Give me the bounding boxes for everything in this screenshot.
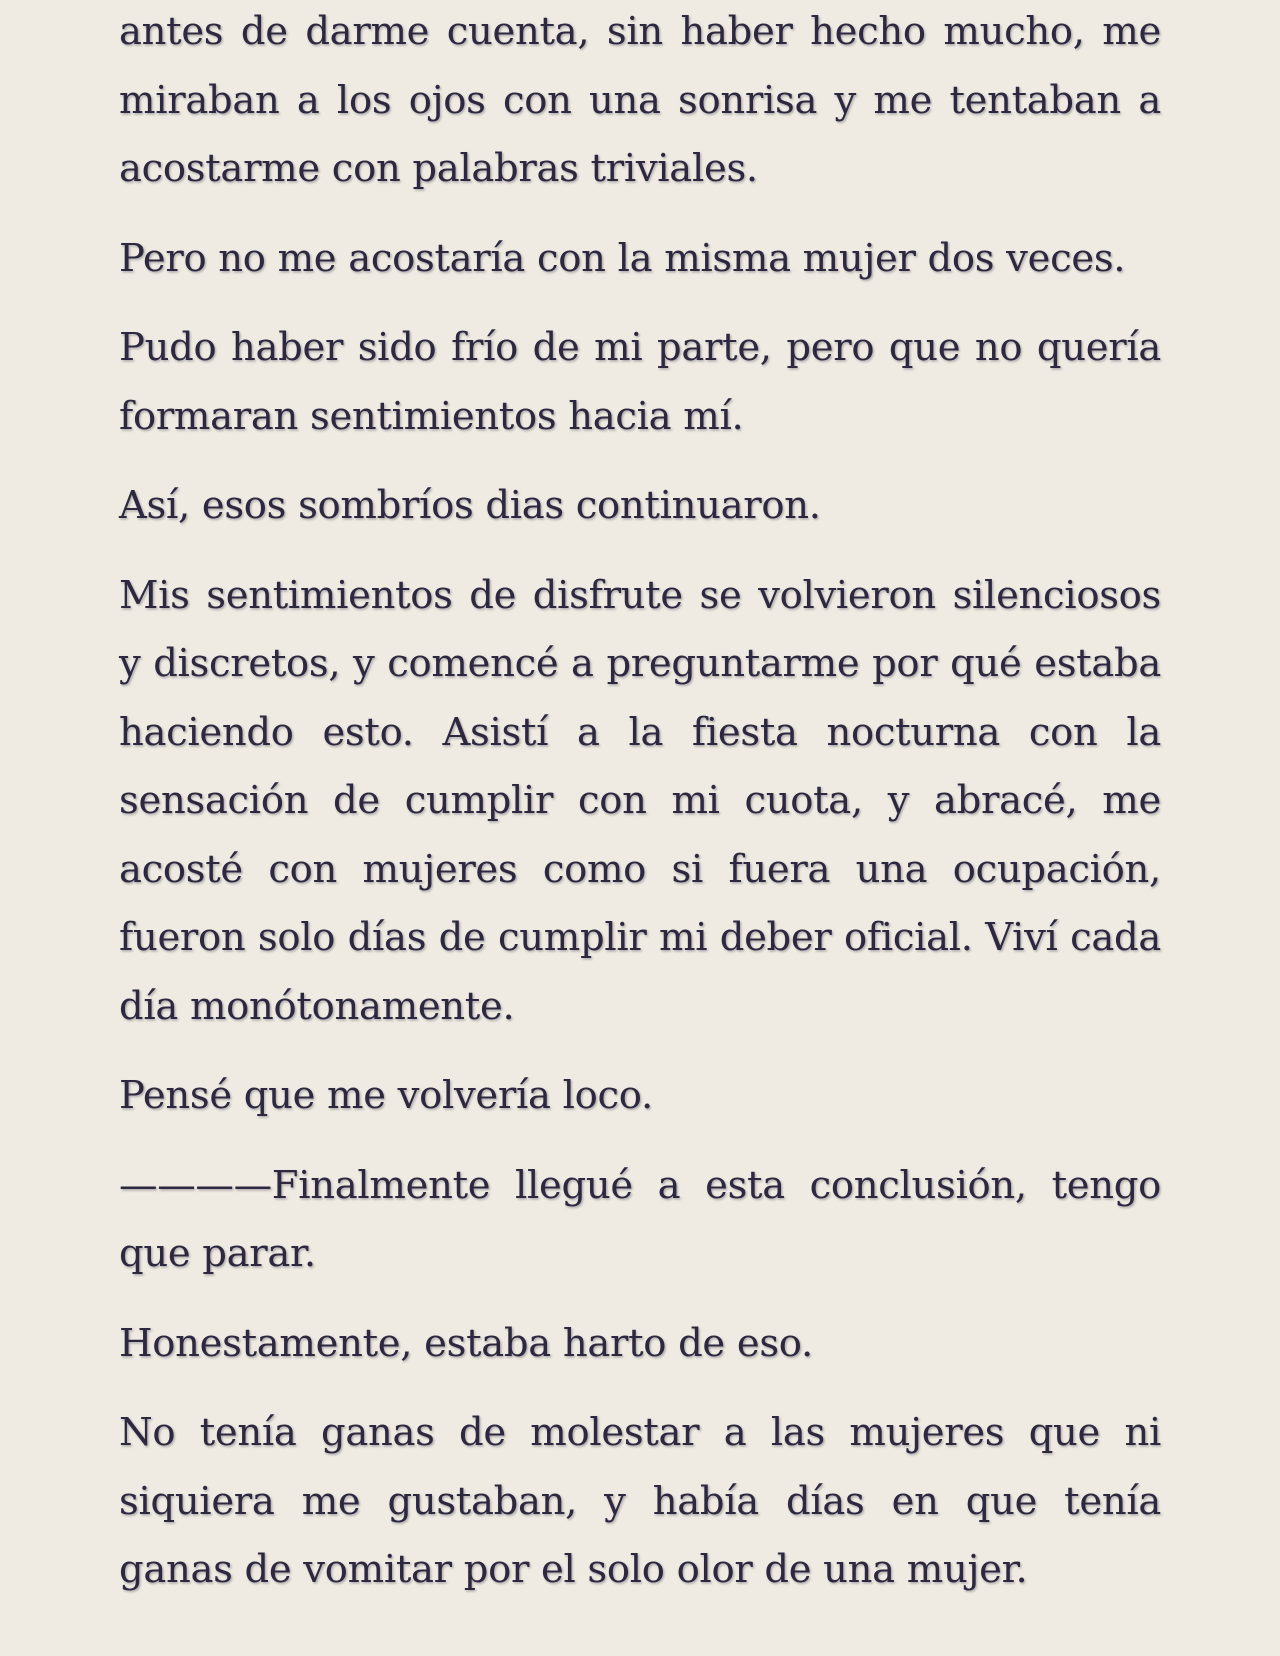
paragraph-2: Pero no me acostaría con la misma mujer dos veces.: [119, 235, 1126, 281]
paragraph-4: Así, esos sombríos dias continuaron.: [119, 483, 821, 528]
reader-page: [119, 0, 1161, 1605]
paragraph-6: Pensé que me volvería loco.: [119, 1073, 653, 1118]
paragraph-3: Pudo haber sido frío de mi parte, pero que no quería formaran sentimientos hacia mí.: [119, 325, 1161, 439]
paragraph-1: antes de darme cuenta, sin haber hecho mucho, me miraban a los ojos con una sonrisa y me tentaban a acostarme con palabras triviales.: [119, 9, 1161, 191]
paragraph-7: ————Finalmente llegué a esta conclusión, tengo que parar.: [119, 1162, 1161, 1276]
paragraph-9: No tenía ganas de molestar a las mujeres que ni siquiera me gustaban, y había días en que tenía ganas de vomitar por el solo olor de una mujer.: [119, 1410, 1161, 1592]
paragraph-8: Honestamente, estaba harto de eso.: [119, 1320, 813, 1366]
paragraph-5: Mis sentimientos de disfrute se volvieron silenciosos y discretos, y comencé a preguntarme por qué estaba haciendo esto. Asistí a la fiesta nocturna con la sensación de cumplir con mi cuota, y abracé, me acosté con mujeres como si fuera una ocupación, fueron solo días de cumplir mi deber oficial. Viví cada día monótonamente.: [119, 572, 1161, 1029]
